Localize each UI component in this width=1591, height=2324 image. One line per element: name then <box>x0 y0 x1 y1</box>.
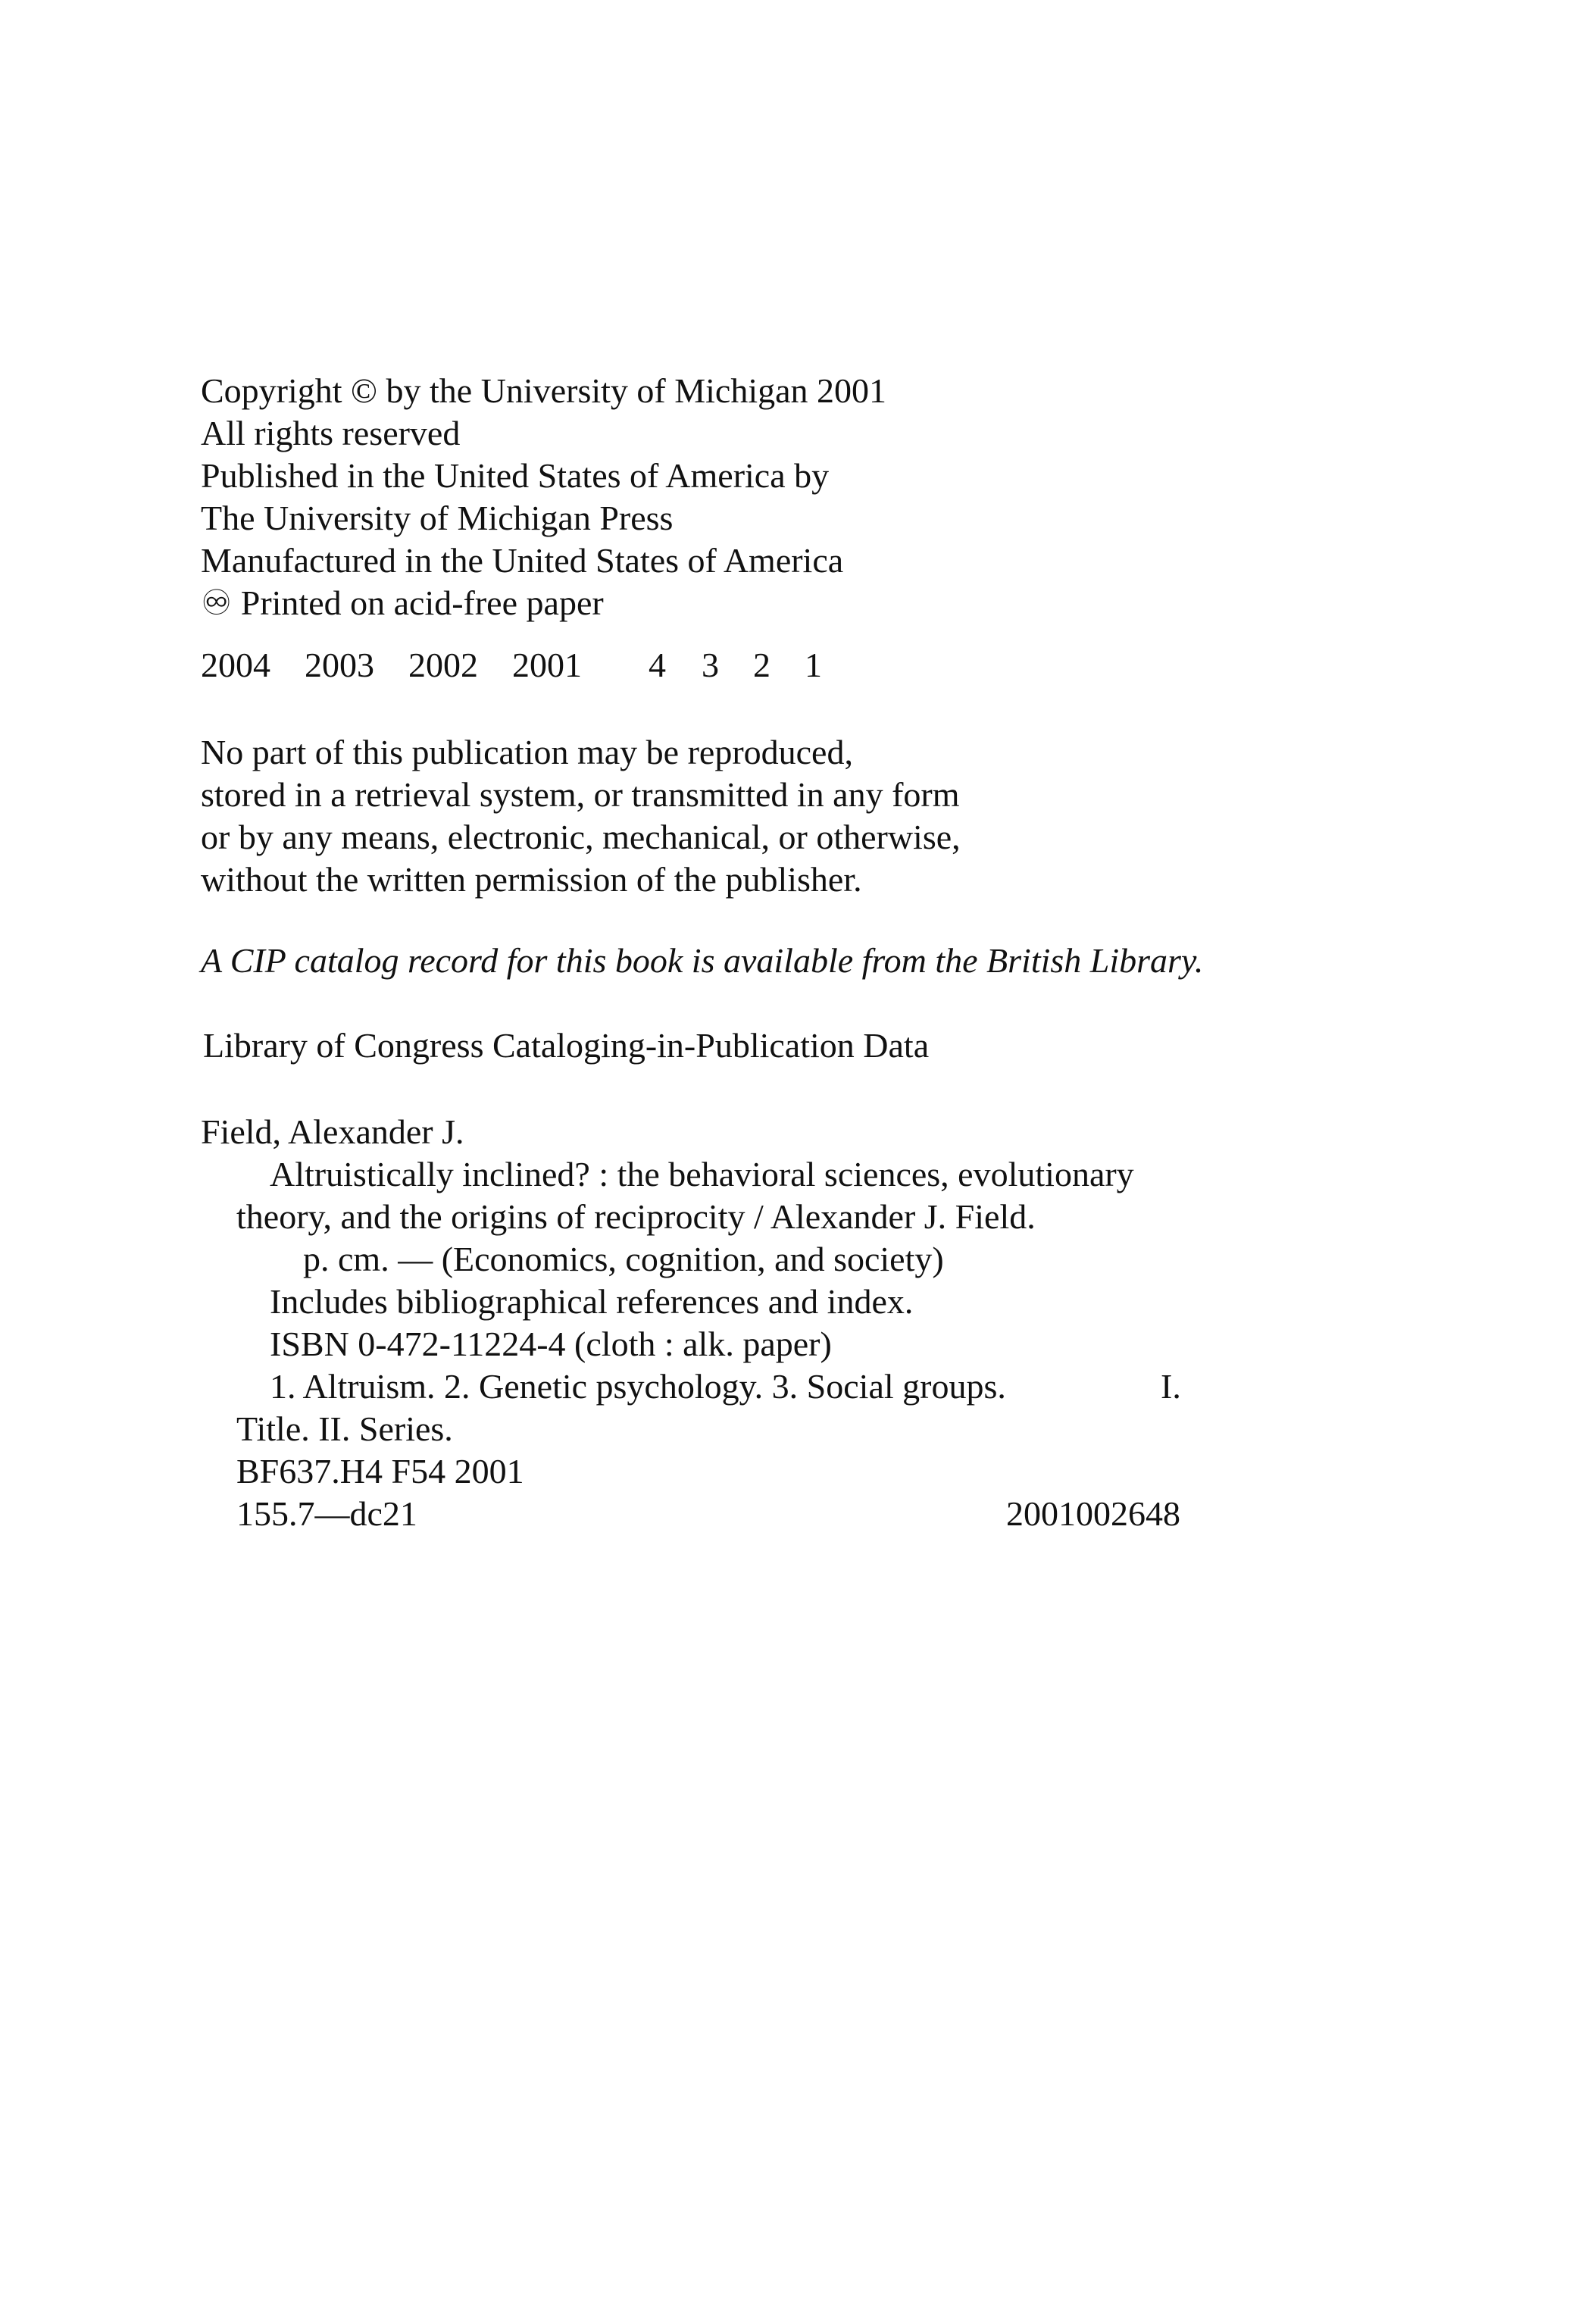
acid-free-line: ♾ Printed on acid-free paper <box>201 583 604 622</box>
rights-reserved-line: All rights reserved <box>201 414 461 452</box>
printing-impression: 4 <box>649 646 666 684</box>
printing-year: 2004 <box>201 646 270 684</box>
cip-author: Field, Alexander J. <box>201 1112 464 1151</box>
printing-year: 2003 <box>305 646 374 684</box>
cip-isbn: ISBN 0-472-11224-4 (cloth : alk. paper) <box>270 1325 832 1363</box>
cip-dewey: 155.7—dc21 <box>236 1494 417 1533</box>
copyright-line: Copyright © by the University of Michigan 2001 <box>201 371 887 410</box>
rights-notice-line: stored in a retrieval system, or transmitted in any form <box>201 775 960 814</box>
rights-notice-line: without the written permission of the publisher. <box>201 860 862 899</box>
printing-impression: 3 <box>702 646 719 684</box>
cip-subjects-line: 1. Altruism. 2. Genetic psychology. 3. Social groups. <box>270 1367 1006 1406</box>
cip-lc-class: BF637.H4 F54 2001 <box>236 1452 524 1490</box>
manufactured-line: Manufactured in the United States of America <box>201 541 844 580</box>
cip-subjects-roman: I. <box>1161 1367 1181 1406</box>
rights-notice-line: No part of this publication may be reproduced, <box>201 733 853 771</box>
cip-lccn: 2001002648 <box>1006 1494 1180 1533</box>
publisher-line: The University of Michigan Press <box>201 499 674 537</box>
rights-notice-line: or by any means, electronic, mechanical, or otherwise, <box>201 818 961 856</box>
printing-impression: 2 <box>753 646 770 684</box>
loc-heading: Library of Congress Cataloging-in-Publication Data <box>203 1026 930 1065</box>
published-line: Published in the United States of America by <box>201 456 830 495</box>
cip-title-line: theory, and the origins of reciprocity / Alexander J. Field. <box>236 1197 1036 1236</box>
cip-notes: Includes bibliographical references and index. <box>270 1282 914 1321</box>
cip-title-line: Altruistically inclined? : the behavioral sciences, evolutionary <box>270 1155 1134 1193</box>
cip-physical-description: p. cm. — (Economics, cognition, and society) <box>303 1240 944 1278</box>
printing-year: 2001 <box>512 646 582 684</box>
cip-notice: A CIP catalog record for this book is available from the British Library. <box>201 941 1204 980</box>
printing-year: 2002 <box>408 646 478 684</box>
cip-subjects-line: Title. II. Series. <box>236 1409 453 1448</box>
printing-impression: 1 <box>805 646 822 684</box>
